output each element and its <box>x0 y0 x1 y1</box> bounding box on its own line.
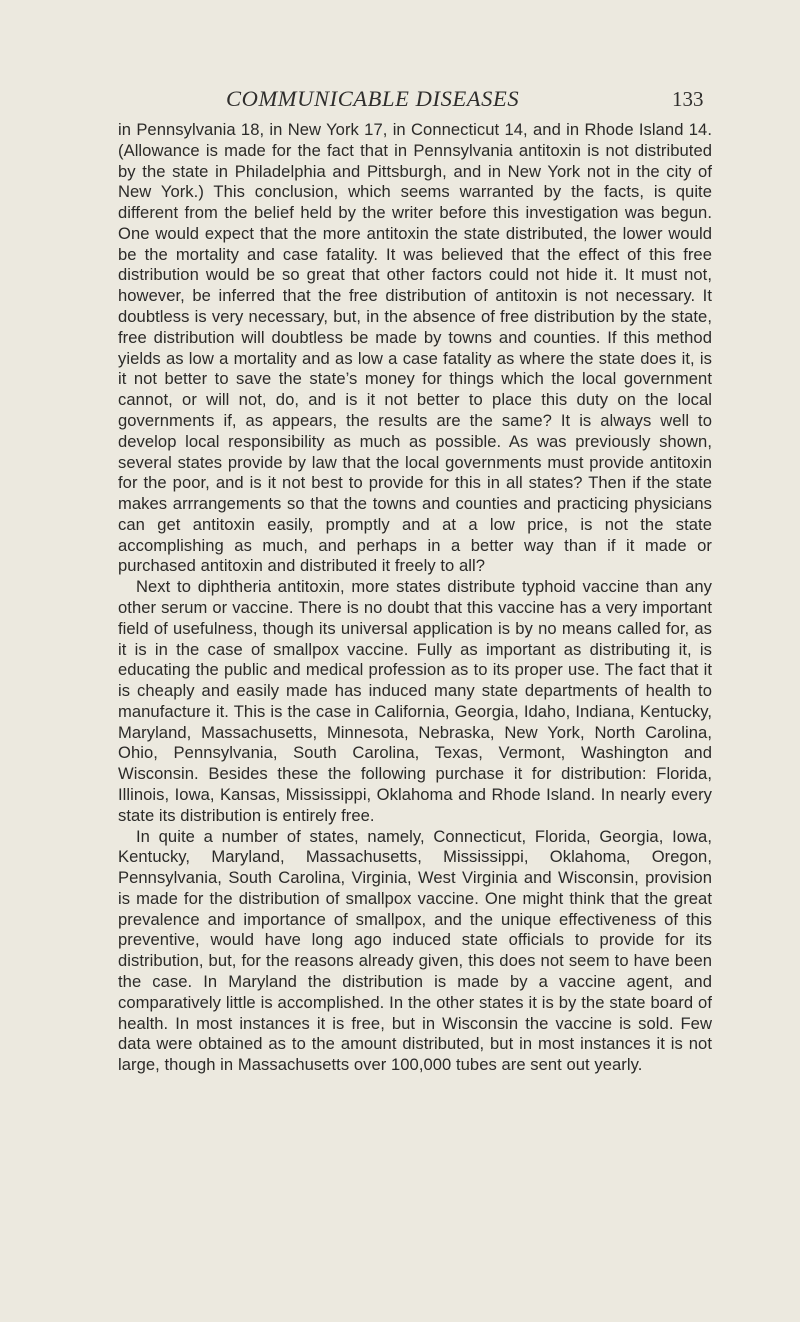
running-head <box>0 86 800 116</box>
paragraph-continued: in Pennsylvania 18, in New York 17, in Connecticut 14, and in Rhode Island 14. (Allowance is made for the fact that in Pennsylvania antitoxin is not distributed by the state in Philadelphia and Pittsburgh, and in New York not in the city of New York.) This conclusion, which seems warranted by the facts, is quite different from the belief held by the writer before this investigation was begun. One would expect that the more antitoxin the state distributed, the lower would be the mortality and case fatality. It was believed that the effect of this free distribution would be so great that other factors could not hide it. It must not, however, be inferred that the free distribution of antitoxin is not necessary. It doubtless is very necessary, but, in the absence of free distribution by the state, free distribution will doubtless be made by towns and counties. If this method yields as low a mortality and as low a case fatality as where the state does it, is it not better to save the state’s money for things which the local government cannot, or will not, do, and is it not better to place this duty on the local governments if, as appears, the results are the same? It is always well to develop local responsibility as much as possible. As was previously shown, several states provide by law that the local governments must provide antitoxin for the poor, and is it not best to provide for this in all states? Then if the state makes arrrangements so that the towns and counties and practicing physicians can get antitoxin easily, promptly and at a low price, is not the state accomplishing as much, and perhaps in a better way than if it made or purchased antitoxin and distributed it freely to all? <box>118 120 712 576</box>
paragraph-typhoid-vaccine: Next to diphtheria antitoxin, more states distribute typhoid vaccine than any other serum or vaccine. There is no doubt that this vaccine has a very important field of usefulness, though its universal application is by no means called for, as it is in the case of smallpox vaccine. Fully as important as distributing it, is educating the public and medical profession as to its proper use. The fact that it is cheaply and easily made has induced many state departments of health to manufacture it. This is the case in California, Georgia, Idaho, Indiana, Kentucky, Maryland, Massachusetts, Minnesota, Nebraska, New York, North Carolina, Ohio, Pennsylvania, South Carolina, Texas, Vermont, Washington and Wisconsin. Besides these the following purchase it for distribution: Florida, Illinois, Iowa, Kansas, Mississippi, Oklahoma and Rhode Island. In nearly every state its distribution is entirely free. <box>118 577 712 825</box>
page-number: 133 <box>672 87 704 111</box>
paragraph-smallpox-vaccine: In quite a number of states, namely, Connecticut, Florida, Georgia, Iowa, Kentucky, Maryland, Massachusetts, Mississippi, Oklahoma, Oregon, Pennsylvania, South Carolina, Virginia, West Virginia and Wisconsin, provision is made for the distribution of smallpox vaccine. One might think that the great prevalence and importance of smallpox, and the unique effectiveness of this preventive, would have long ago induced state officials to provide for its distribution, but, for the reasons already given, this does not seem to have been the case. In Maryland the distribution is made by a vaccine agent, and comparatively little is accomplished. In the other states it is by the state board of health. In most instances it is free, but in Wisconsin the vaccine is sold. Few data were obtained as to the amount distributed, but in most instances it is not large, though in Massachusetts over 100,000 tubes are sent out yearly. <box>118 826 712 1075</box>
body-text <box>118 120 712 1076</box>
running-title: COMMUNICABLE DISEASES <box>226 86 520 111</box>
